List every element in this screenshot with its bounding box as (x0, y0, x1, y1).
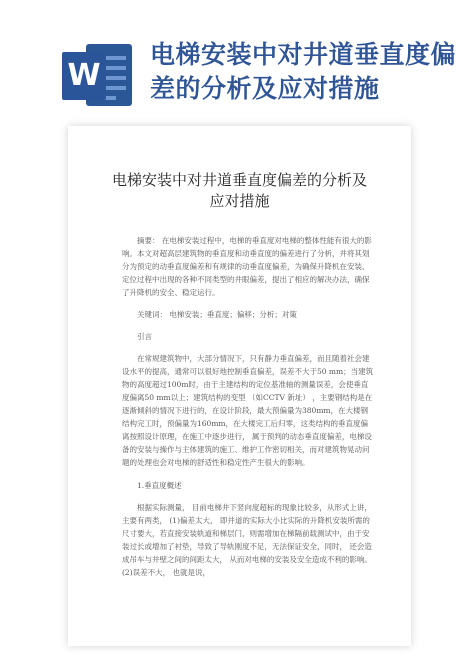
intro-heading: 引言 (137, 332, 152, 341)
section-1-heading: 1.垂直度概述 (137, 481, 182, 490)
intro-paragraph: 在常规建筑物中，大部分情况下，只有静力垂直偏差，而且随着社会建设水平的提高，通常可以很好地控制垂直偏差，误差不大于50 mm；当建筑物的高度超过100m时，由于主建结构的定位基准轴的测量误差，会使垂直度偏离50 mm以上；建筑结构的变型 （如CCTV 新址） ，主要钢结构是在逐渐倾斜的情况下进行的，在设计阶段，最大预偏量为380mm，在大楼钢结构完工时，预偏量为160mm，在大楼完工后归零，这类结构的垂直度偏离按照设计原理，在施工中逐步进行， 属于预判的动态垂直度偏差，电梯设备的安装与操作与主体建筑的施工、维护工作密切相关，而对建筑物晃动问题的处理也会对电梯的舒适性和稳定性产生很大的影响。 (122, 354, 374, 467)
section-1-paragraph: 根据实际测量， 目前电梯井下竖向度超标的现象比较多，从形式上讲，主要有两类， (1)偏差太大， 即井道的实际大小比实际的升降机安装所需的尺寸要大，若直接安装轨道和梯层门，则需增加在梯隔前载测试中，由于安装过长或增加了衬垫，导致了导轨刚度不足，无法保证安全，同时， 还会造成吊车与井壁之间的间距太大， 从而对电梯的安装及安全造成不利的影响。 (2)误差不大， 也就是说， (122, 503, 372, 577)
keywords-line: 关键词： 电梯安装；垂直度；偏移；分析；对策 (137, 310, 297, 319)
document-title-line-1: 电梯安装中对井道垂直度偏差的分析及 (111, 171, 367, 189)
document-title-line-2: 应对措施 (209, 192, 270, 210)
page-title: 电梯安装中对井道垂直度偏差的分析及应对措施 (150, 40, 457, 103)
document-page (68, 126, 411, 646)
abstract-paragraph: 摘要： 在电梯安装过程中，电梯的垂直度对电梯的整体性能有很大的影响。本文对超高层建筑物的垂直度和动垂直度的偏差进行了分析，并将其划分为预定的动垂直度偏差和有规律的动垂直度偏差，为确保升降机在安装、定位过程中出现的各种不同类型的井眼偏差，提出了相应的解决办法，确保了升降机的安全、稳定运行。 (122, 236, 372, 297)
document-title (68, 170, 411, 212)
word-letter-badge: W (62, 52, 106, 100)
word-document-icon (62, 40, 134, 110)
document-body (122, 234, 374, 579)
